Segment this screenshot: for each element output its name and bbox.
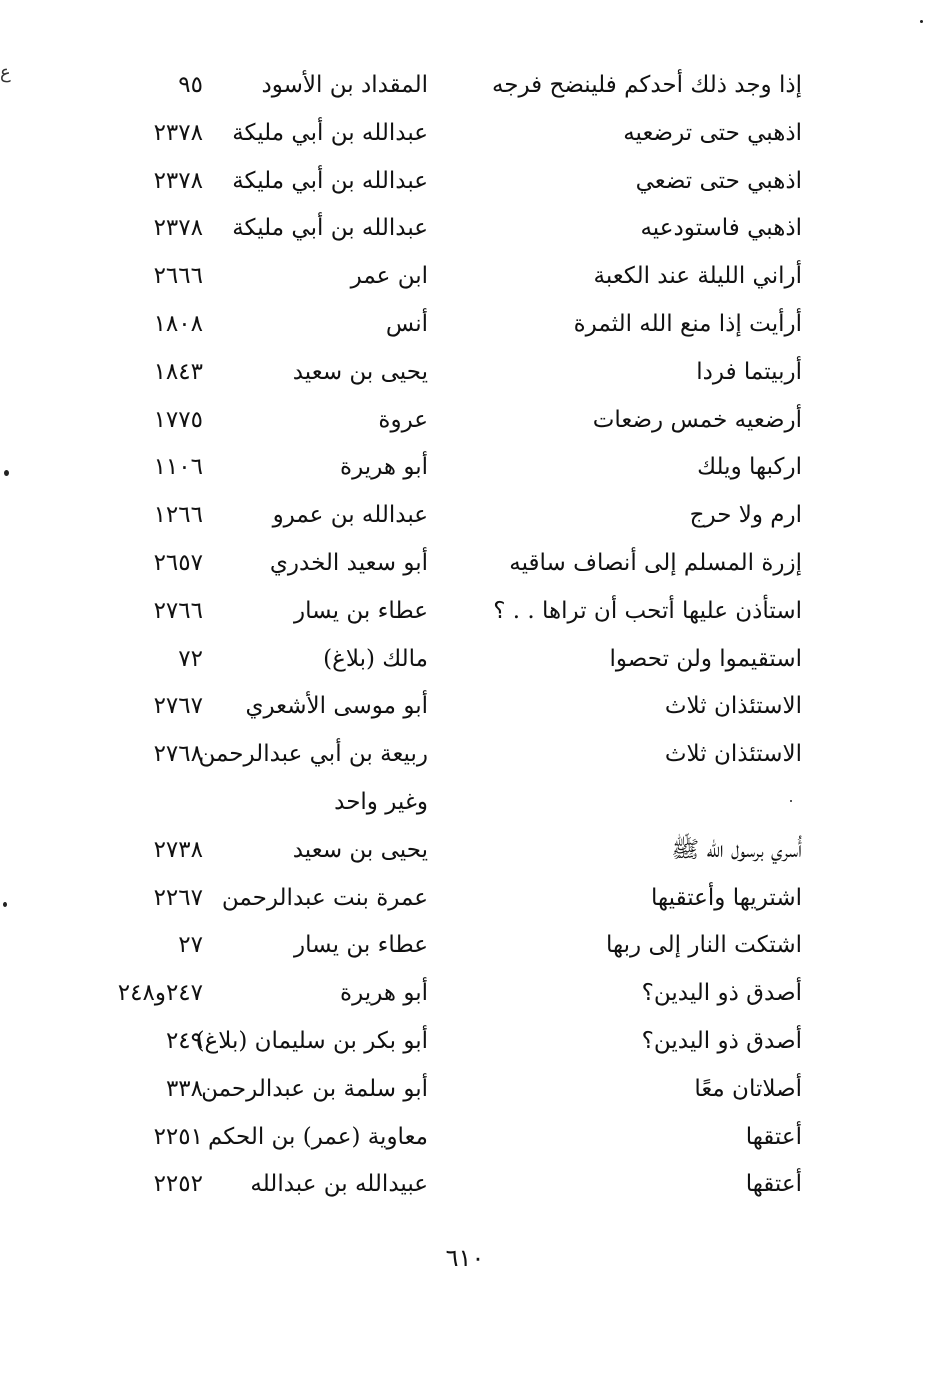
hadith-text: اذهبي حتى تضعي bbox=[635, 167, 802, 194]
hadith-number: ١٨٤٣ bbox=[153, 358, 203, 385]
hadith-text: أصدق ذو اليدين؟ bbox=[641, 1027, 802, 1054]
hadith-number: ٢٢٥١ bbox=[153, 1123, 203, 1150]
hadith-number: ٢٦٥٧ bbox=[153, 549, 203, 576]
hadith-number: ٢٤٧و٢٤٨ bbox=[117, 980, 203, 1007]
narrator-name: أبو موسى الأشعري bbox=[245, 693, 428, 720]
hadith-text: الاستئذان ثلاث bbox=[664, 693, 802, 720]
hadith-text: اذهبي فاستودعيه bbox=[640, 215, 802, 242]
index-row bbox=[0, 779, 930, 827]
index-row bbox=[0, 62, 930, 110]
index-row bbox=[0, 1066, 930, 1114]
narrator-name: عطاء بن يسار bbox=[294, 932, 428, 959]
hadith-text: استأذن عليها أتحب أن تراها . . ؟ bbox=[493, 597, 802, 624]
narrator-name: مالك (بلاغ) bbox=[323, 645, 428, 672]
hadith-number: ١٢٦٦ bbox=[153, 502, 203, 529]
narrator-name: عطاء بن يسار bbox=[294, 597, 428, 624]
narrator-name: أبو هريرة bbox=[340, 454, 428, 481]
narrator-name: أبو سعيد الخدري bbox=[269, 549, 428, 576]
index-row bbox=[0, 158, 930, 206]
hadith-text: ارم ولا حرج bbox=[689, 502, 802, 529]
hadith-number: ٢٣٧٨ bbox=[153, 167, 203, 194]
hadith-text: أصلاتان معًا bbox=[694, 1075, 802, 1102]
index-row bbox=[0, 1161, 930, 1209]
page-number: ٦١٠ bbox=[445, 1244, 485, 1272]
hadith-number: ١٧٧٥ bbox=[153, 406, 203, 433]
hadith-text: أصدق ذو اليدين؟ bbox=[641, 980, 802, 1007]
index-row bbox=[0, 1018, 930, 1066]
narrator-name: عبدالله بن أبي مليكة bbox=[232, 167, 428, 194]
hadith-text: إذا وجد ذلك أحدكم فلينضح فرجه bbox=[491, 72, 802, 98]
hadith-text: اذهبي حتى ترضعيه bbox=[623, 119, 802, 146]
hadith-text: إزرة المسلم إلى أنصاف ساقيه bbox=[509, 549, 802, 576]
hadith-number: ٧٢ bbox=[178, 645, 203, 672]
hadith-number: ٢٢٦٧ bbox=[153, 884, 203, 911]
index-row bbox=[0, 636, 930, 684]
hadith-number: ١٨٠٨ bbox=[153, 310, 203, 337]
hadith-text: أُسري برسول الله ﷺ bbox=[671, 836, 802, 863]
index-row bbox=[0, 922, 930, 970]
index-row bbox=[0, 683, 930, 731]
hadith-text: اشتكت النار إلى ربها bbox=[606, 932, 802, 959]
hadith-text: أرأيت إذا منع الله الثمرة bbox=[573, 310, 802, 337]
hadith-number: ١١٠٦ bbox=[153, 454, 203, 481]
index-row bbox=[0, 1114, 930, 1162]
narrator-name: المقداد بن الأسود bbox=[261, 72, 428, 98]
hadith-text: أعتقها bbox=[745, 1171, 802, 1198]
hadith-number: ٢٧٦٦ bbox=[153, 597, 203, 624]
narrator-name: عبيدالله بن عبدالله bbox=[250, 1171, 428, 1198]
hadith-text: اشتريها وأعتقيها bbox=[651, 884, 802, 911]
index-row bbox=[0, 349, 930, 397]
hadith-text: اركبها ويلك bbox=[697, 454, 802, 481]
margin-mark: ع bbox=[0, 62, 11, 83]
index-row bbox=[0, 444, 930, 492]
hadith-index-table bbox=[0, 62, 930, 1209]
hadith-text: الاستئذان ثلاث bbox=[664, 741, 802, 768]
index-row bbox=[0, 253, 930, 301]
index-row bbox=[0, 875, 930, 923]
index-row bbox=[0, 397, 930, 445]
index-row bbox=[0, 588, 930, 636]
index-row bbox=[0, 205, 930, 253]
narrator-name: عبدالله بن أبي مليكة bbox=[232, 119, 428, 146]
hadith-number: ٢٣٧٨ bbox=[153, 215, 203, 242]
narrator-name: عمرة بنت عبدالرحمن bbox=[221, 884, 428, 911]
margin-speck bbox=[920, 20, 923, 23]
narrator-name: ابن عمر bbox=[350, 263, 428, 290]
hadith-number: ٣٣٨ bbox=[165, 1075, 203, 1102]
index-row bbox=[0, 301, 930, 349]
narrator-name: أنس bbox=[385, 310, 428, 337]
narrator-name: معاوية (عمر) بن الحكم bbox=[207, 1123, 428, 1150]
index-row bbox=[0, 827, 930, 875]
hadith-number: ٢٤٩ bbox=[165, 1027, 203, 1054]
hadith-number: ٢٧٦٧ bbox=[153, 693, 203, 720]
hadith-number: ٢٧٦٨ bbox=[153, 741, 203, 768]
index-row bbox=[0, 540, 930, 588]
narrator-name: يحيى بن سعيد bbox=[292, 836, 428, 863]
hadith-number: ٩٥ bbox=[178, 72, 203, 98]
narrator-name: أبو هريرة bbox=[340, 980, 428, 1007]
narrator-name: أبو بكر بن سليمان (بلاغ) bbox=[195, 1027, 428, 1054]
narrator-name: أبو سلمة بن عبدالرحمن bbox=[201, 1075, 428, 1102]
hadith-number: ٢٢٥٢ bbox=[153, 1171, 203, 1198]
narrator-name: عروة bbox=[378, 406, 428, 433]
hadith-text: أراني الليلة عند الكعبة bbox=[593, 263, 802, 290]
narrator-name: وغير واحد bbox=[334, 788, 428, 815]
hadith-number: ٢٣٧٨ bbox=[153, 119, 203, 146]
hadith-number: ٢٧٣٨ bbox=[153, 836, 203, 863]
narrator-name: عبدالله بن عمرو bbox=[272, 502, 428, 529]
hadith-number: ٢٧ bbox=[178, 932, 203, 959]
index-row bbox=[0, 731, 930, 779]
narrator-name: ربيعة بن أبي عبدالرحمن bbox=[198, 741, 428, 768]
index-row bbox=[0, 970, 930, 1018]
hadith-text: أربيتما فردا bbox=[696, 358, 802, 385]
index-row bbox=[0, 110, 930, 158]
index-row bbox=[0, 492, 930, 540]
hadith-number: ٢٦٦٦ bbox=[153, 263, 203, 290]
narrator-name: يحيى بن سعيد bbox=[292, 358, 428, 385]
narrator-name: عبدالله بن أبي مليكة bbox=[232, 215, 428, 242]
hadith-text: أعتقها bbox=[745, 1123, 802, 1150]
hadith-text: أرضعيه خمس رضعات bbox=[592, 406, 802, 433]
hadith-text: استقيموا ولن تحصوا bbox=[609, 645, 802, 672]
